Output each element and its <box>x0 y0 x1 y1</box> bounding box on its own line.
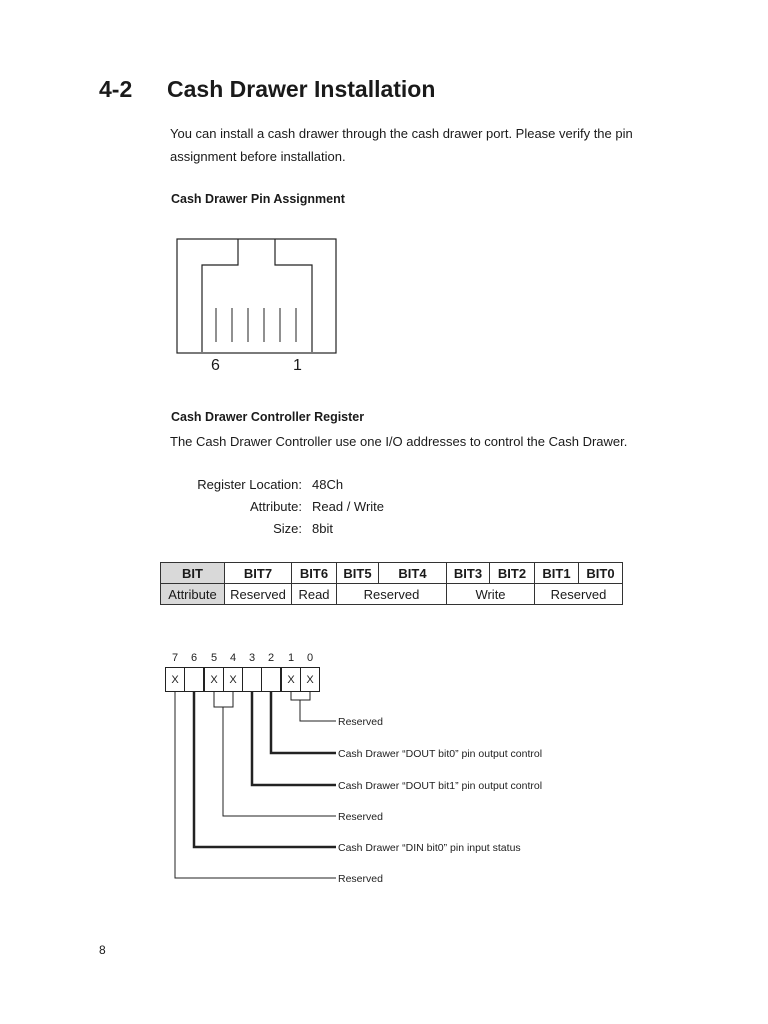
leader-line <box>223 707 336 816</box>
table-header-cell: BIT2 <box>490 563 535 584</box>
size-value: 8bit <box>312 521 333 536</box>
bit-description: Cash Drawer “DOUT bit1” pin output control <box>338 780 543 792</box>
table-header-row <box>161 563 623 584</box>
leader-line <box>194 692 336 847</box>
rj-connector-diagram <box>176 238 338 356</box>
table-header-cell: BIT3 <box>447 563 490 584</box>
controller-heading: Cash Drawer Controller Register <box>171 410 365 424</box>
intro-paragraph <box>170 122 670 168</box>
bit-number: 2 <box>267 652 275 664</box>
bit-number: 4 <box>229 652 237 664</box>
pin-label-6: 6 <box>211 357 220 374</box>
table-row-label: Attribute <box>161 584 225 605</box>
table-cell: Reserved <box>225 584 292 605</box>
bit-description-diagram <box>160 645 580 890</box>
intro-line-2: assignment before installation. <box>170 149 346 164</box>
bit-description: Reserved <box>338 811 383 823</box>
controller-description: The Cash Drawer Controller use one I/O addresses to control the Cash Drawer. <box>170 434 628 449</box>
table-header-cell: BIT0 <box>579 563 623 584</box>
table-row <box>161 584 623 605</box>
bit-number: 6 <box>190 652 198 664</box>
bit-description: Cash Drawer “DIN bit0” pin input status <box>338 842 521 854</box>
table-header-cell: BIT7 <box>225 563 292 584</box>
attribute-value: Read / Write <box>312 499 385 514</box>
section-title: Cash Drawer Installation <box>167 76 436 102</box>
table-header-cell: BIT <box>161 563 225 584</box>
register-location-value: 48Ch <box>312 477 344 492</box>
intro-line-1: You can install a cash drawer through the cash drawer port. Please verify the pin <box>170 126 633 141</box>
section-number: 4-2 <box>99 76 133 102</box>
bit-number: 7 <box>171 652 179 664</box>
table-cell: Read <box>292 584 337 605</box>
bit-number: 1 <box>287 652 295 664</box>
bit-number: 0 <box>306 652 314 664</box>
leader-line <box>214 692 233 707</box>
bit-mark: X <box>306 674 314 686</box>
table-cell: Write <box>447 584 535 605</box>
bit-attribute-table <box>160 562 623 605</box>
bit-number: 5 <box>210 652 218 664</box>
bit-mark: X <box>287 674 295 686</box>
bit-description: Cash Drawer “DOUT bit0” pin output control <box>338 748 543 760</box>
attribute-label: Attribute: <box>249 499 302 514</box>
leader-line <box>300 700 336 721</box>
table-header-cell: BIT6 <box>292 563 337 584</box>
bit-description: Reserved <box>338 873 383 885</box>
table-cell: Reserved <box>337 584 447 605</box>
bit-number: 3 <box>248 652 256 664</box>
pin-label-1: 1 <box>293 357 302 374</box>
leader-line <box>252 692 336 785</box>
pin-assignment-heading: Cash Drawer Pin Assignment <box>171 192 345 206</box>
bit-cell <box>243 668 262 692</box>
register-location-label: Register Location: <box>197 477 302 492</box>
table-header-cell: BIT5 <box>337 563 379 584</box>
bit-mark: X <box>210 674 218 686</box>
bit-cell <box>262 668 281 692</box>
table-cell: Reserved <box>535 584 623 605</box>
bit-mark: X <box>229 674 237 686</box>
size-label: Size: <box>273 521 302 536</box>
leader-line <box>271 692 336 753</box>
bit-mark: X <box>171 674 179 686</box>
table-header-cell: BIT4 <box>379 563 447 584</box>
table-header-cell: BIT1 <box>535 563 579 584</box>
page-number: 8 <box>99 943 106 957</box>
leader-line <box>291 692 310 700</box>
bit-description: Reserved <box>338 716 383 728</box>
bit-cell <box>185 668 204 692</box>
